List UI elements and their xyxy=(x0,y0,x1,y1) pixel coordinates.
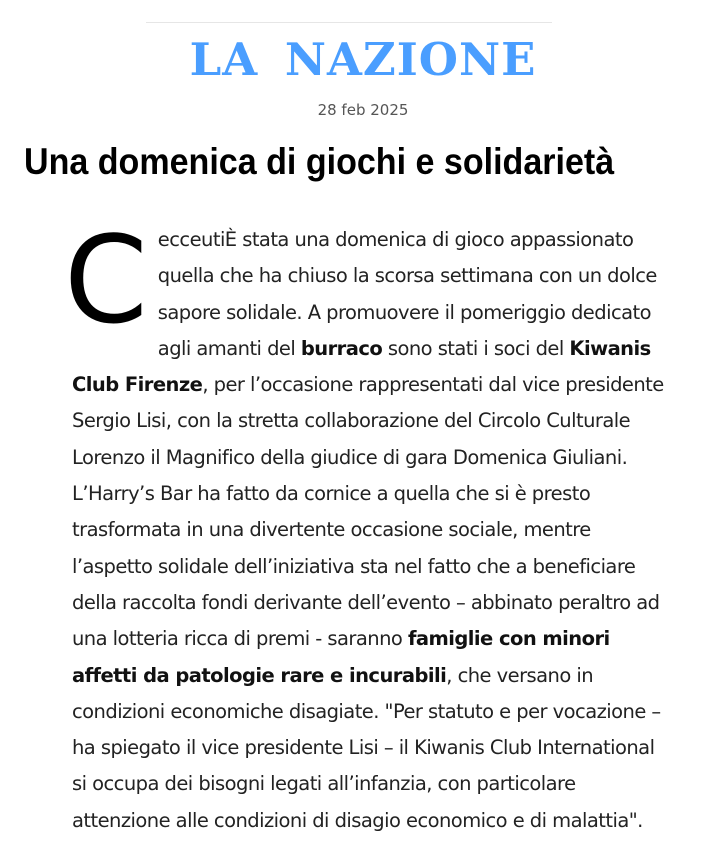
bold-famiglie: famiglie con minori affetti da patologie rare e incurabili xyxy=(72,627,610,687)
drop-cap: C xyxy=(64,212,148,351)
article-headline: Una domenica di giochi e solidarietà xyxy=(24,141,615,182)
masthead-divider xyxy=(146,22,552,23)
bold-kiwanis-club: Kiwanis Club Firenze xyxy=(72,336,651,397)
article-text-1: ecceutiÈ stata una domenica di gioco appassionato quella che ha chiuso la scorsa settimana con un dolce sapore solidale. A promuovere il pomeriggio dedicato agli amanti del xyxy=(157,228,657,360)
masthead-logo[interactable]: LA NAZIONE xyxy=(189,33,537,86)
article-text-4: , che versano in condizioni economiche disagiate. "Per statuto e per vocazione – ha spiegato il vice presidente Lisi – il Kiwanis Club International si occupa dei bisogni legati all’infanzia, con particolare attenzione alle condizioni di disagio economico e di malattia". xyxy=(72,663,661,832)
article-date: 28 feb 2025 xyxy=(317,101,409,119)
bold-burraco: burraco xyxy=(300,336,383,360)
article-text-2: sono stati i soci del xyxy=(382,336,570,360)
article-body xyxy=(64,212,672,839)
article-text-3: , per l’occasione rappresentati dal vice presidente Sergio Lisi, con la stretta collaborazione del Circolo Culturale Lorenzo il Magnifico della giudice di gara Domenica Giuliani. L’Harry’s Bar ha fatto da cornice a quella che si è presto trasformata in una divertente occasione sociale, mentre l’aspetto solidale dell’iniziativa sta nel fatto che a beneficiare della raccolta fondi derivante dell’evento – abbinato peraltro ad una lotteria ricca di premi - saranno xyxy=(72,373,664,651)
